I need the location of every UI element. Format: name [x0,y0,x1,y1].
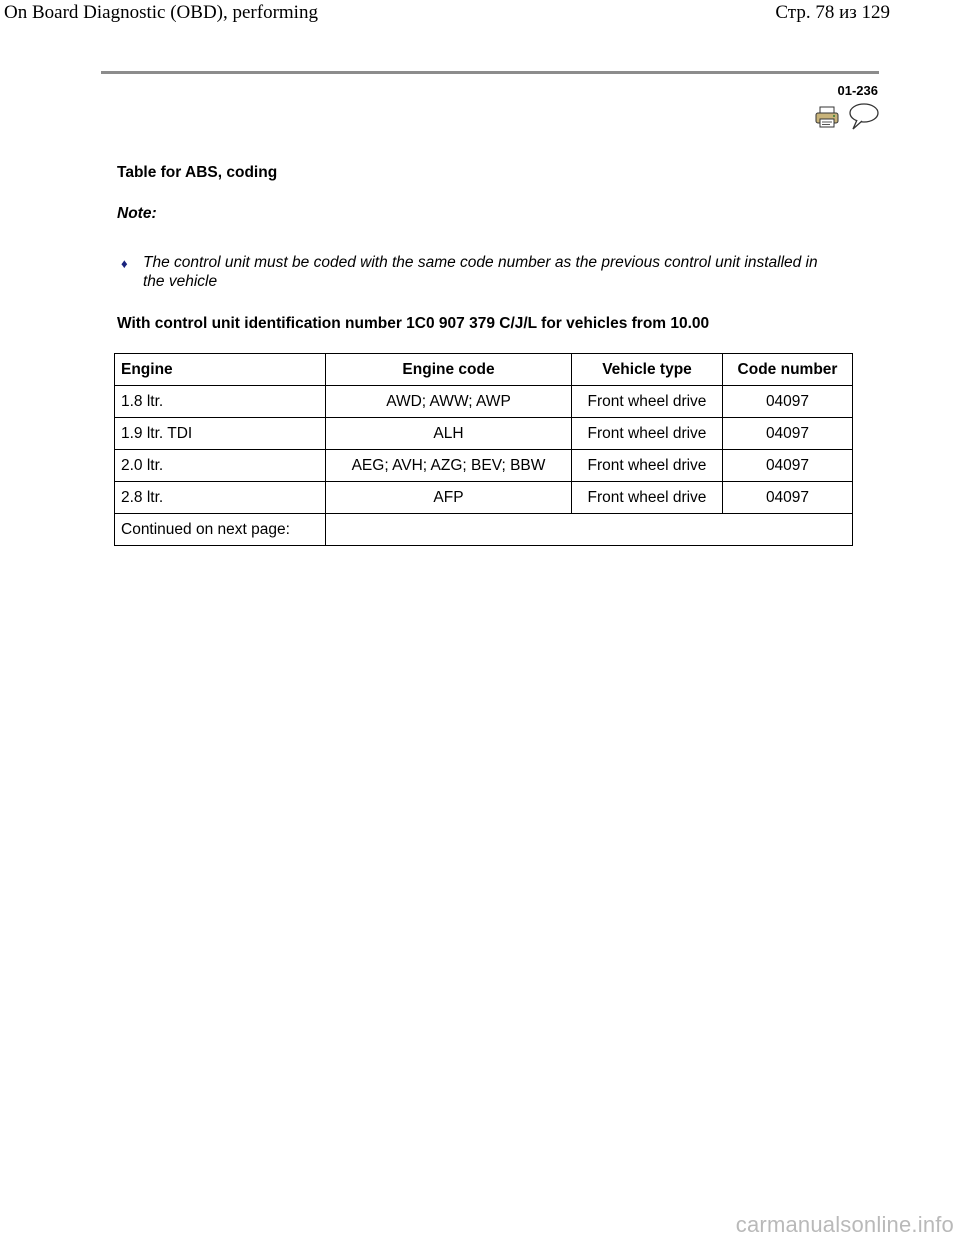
page-counter: Стр. 78 из 129 [775,2,890,23]
column-header-engine-code: Engine code [326,354,572,386]
toolbar-icons [815,102,879,132]
note-bullet-text: The control unit must be coded with the same code number as the previous control unit installed in the vehicle [143,254,818,290]
cell-engine-code: AWD; AWW; AWP [326,386,572,418]
cell-vehicle-type: Front wheel drive [572,482,723,514]
table-row [115,450,853,482]
cell-code-number: 04097 [723,450,853,482]
continued-note: Continued on next page: [115,514,326,546]
column-header-vehicle-type: Vehicle type [572,354,723,386]
cell-engine: 1.9 ltr. TDI [115,418,326,450]
table-row [115,482,853,514]
note-label: Note: [117,205,157,222]
cell-engine: 2.0 ltr. [115,450,326,482]
page-title: Table for ABS, coding [117,164,278,181]
header-rule [101,71,879,74]
note-bullet [121,253,841,291]
coding-table [114,353,853,546]
section-heading: With control unit identification number 1C0 907 379 C/J/L for vehicles from 10.00 [117,315,710,332]
cell-engine: 2.8 ltr. [115,482,326,514]
document-title: On Board Diagnostic (OBD), performing [4,2,318,23]
column-header-engine: Engine [115,354,326,386]
diamond-bullet-icon: ♦ [121,256,128,271]
cell-engine-code: AFP [326,482,572,514]
cell-code-number: 04097 [723,418,853,450]
column-header-code-number: Code number [723,354,853,386]
table-row [115,386,853,418]
doc-number: 01-236 [837,83,878,98]
cell-code-number: 04097 [723,386,853,418]
table-continued-row [115,514,853,546]
table-row [115,418,853,450]
cell-code-number: 04097 [723,482,853,514]
continued-empty-cell [326,514,853,546]
cell-vehicle-type: Front wheel drive [572,418,723,450]
printer-icon[interactable] [815,106,839,128]
cell-vehicle-type: Front wheel drive [572,450,723,482]
table-header-row [115,354,853,386]
watermark: carmanualsonline.info [735,1212,954,1237]
cell-engine-code: AEG; AVH; AZG; BEV; BBW [326,450,572,482]
cell-engine-code: ALH [326,418,572,450]
cell-vehicle-type: Front wheel drive [572,386,723,418]
cell-engine: 1.8 ltr. [115,386,326,418]
speech-bubble-icon[interactable] [848,102,880,130]
